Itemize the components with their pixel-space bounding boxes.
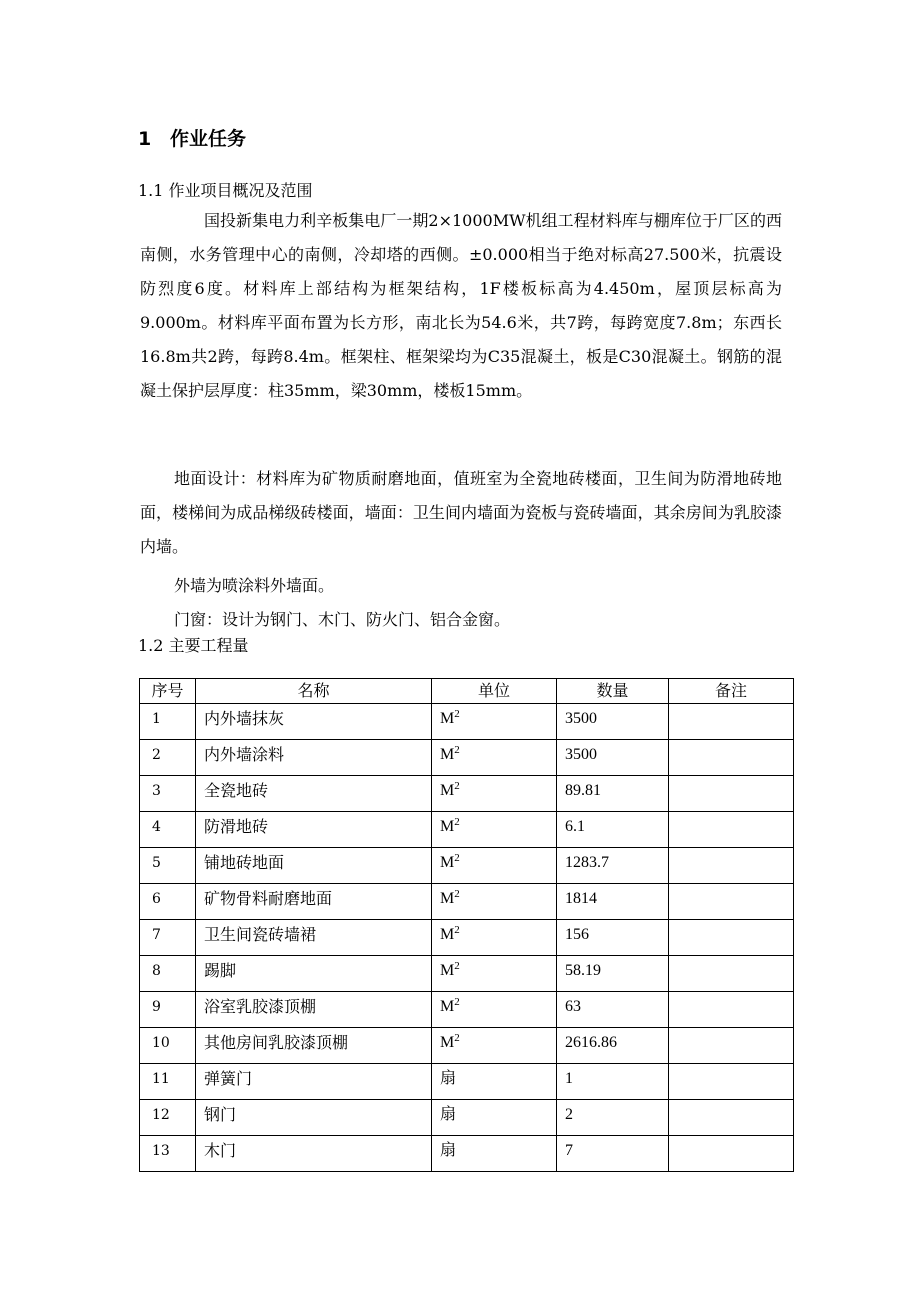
- row-quantity-cell: [557, 812, 669, 848]
- header-cell: 单位: [432, 679, 557, 704]
- row-unit-cell: [432, 884, 557, 920]
- table-row: [140, 812, 794, 848]
- table-row: [140, 704, 794, 740]
- row-quantity-cell-text: 3500: [565, 746, 597, 763]
- row-note-cell: [669, 1136, 794, 1172]
- row-unit-cell: [432, 1028, 557, 1064]
- floor-design-paragraph: 地面设计：材料库为矿物质耐磨地面，值班室为全瓷地砖楼面，卫生间为防滑地砖地面，楼梯间为成品梯级砖楼面，墙面：卫生间内墙面为瓷板与瓷砖墙面，其余房间为乳胶漆内墙。: [140, 469, 782, 556]
- row-name-cell-text: 踢脚: [204, 961, 237, 980]
- subsection-heading-1-1: [138, 178, 313, 201]
- row-number-cell: [140, 740, 196, 776]
- table-row: [140, 1100, 794, 1136]
- row-unit-cell-text: M: [440, 998, 455, 1015]
- row-unit-cell: [432, 1064, 557, 1100]
- unit-superscript: 2: [454, 852, 460, 864]
- row-quantity-cell: [557, 776, 669, 812]
- row-number-cell-text: 6: [152, 891, 161, 907]
- row-number-cell-text: 2: [152, 747, 161, 763]
- row-number-cell-text: 1: [152, 711, 161, 727]
- row-quantity-cell: [557, 920, 669, 956]
- unit-superscript: 2: [454, 708, 460, 720]
- row-quantity-cell-text: 7: [565, 1142, 573, 1159]
- row-name-cell-text: 防滑地砖: [204, 817, 269, 836]
- row-number-cell-text: 7: [152, 927, 161, 943]
- row-unit-cell: [432, 1136, 557, 1172]
- row-number-cell: [140, 812, 196, 848]
- overview-paragraph: 国投新集电力利辛板集电厂一期2×1000MW机组工程材料库与棚库位于厂区的西南侧，水务管理中心的南侧，冷却塔的西侧。±0.000相当于绝对标高27.500米，抗震设防烈度6度。材料库上部结构为框架结构，1F楼板标高为4.450m，屋顶层标高为9.000m。材料库平面布置为长方形，南北长为54.6米，共7跨，每跨宽度7.8m；东西长16.8m共2跨，每跨8.4m。框架柱、框架梁均为C35混凝土，板是C30混凝土。钢筋的混凝土保护层厚度：柱35mm，梁30mm，楼板15mm。: [140, 211, 782, 400]
- quantity-table: [139, 678, 794, 1172]
- row-unit-cell: [432, 920, 557, 956]
- row-name-cell-text: 铺地砖地面: [204, 853, 285, 872]
- row-quantity-cell-text: 6.1: [565, 818, 585, 835]
- row-quantity-cell-text: 1: [565, 1070, 573, 1087]
- row-quantity-cell: [557, 740, 669, 776]
- row-name-cell-text: 其他房间乳胶漆顶棚: [204, 1033, 349, 1052]
- row-number-cell: [140, 1136, 196, 1172]
- table-row: [140, 776, 794, 812]
- row-quantity-cell-text: 156: [565, 926, 589, 943]
- row-unit-cell: [432, 704, 557, 740]
- row-number-cell: [140, 776, 196, 812]
- unit-superscript: 2: [454, 1032, 460, 1044]
- row-quantity-cell-text: 3500: [565, 710, 597, 727]
- row-quantity-cell: [557, 1064, 669, 1100]
- table-row: [140, 848, 794, 884]
- row-number-cell-text: 8: [152, 963, 161, 979]
- row-unit-cell: [432, 1100, 557, 1136]
- table-row: [140, 884, 794, 920]
- row-name-cell: [196, 1100, 432, 1136]
- row-name-cell-text: 弹簧门: [204, 1069, 253, 1088]
- row-name-cell: [196, 920, 432, 956]
- row-quantity-cell: [557, 1028, 669, 1064]
- row-quantity-cell-text: 1283.7: [565, 854, 609, 871]
- row-number-cell-text: 11: [152, 1071, 170, 1087]
- row-quantity-cell-text: 58.19: [565, 962, 601, 979]
- subsection-title: 主要工程量: [168, 636, 249, 655]
- row-quantity-cell-text: 2: [565, 1106, 573, 1123]
- header-cell: 备注: [669, 679, 794, 704]
- row-number-cell: [140, 704, 196, 740]
- row-name-cell: [196, 1028, 432, 1064]
- row-name-cell: [196, 992, 432, 1028]
- row-name-cell-text: 浴室乳胶漆顶棚: [204, 997, 317, 1016]
- section-number: 1: [138, 128, 152, 150]
- row-number-cell-text: 4: [152, 819, 161, 835]
- row-name-cell-text: 木门: [204, 1141, 237, 1160]
- row-number-cell-text: 13: [152, 1143, 170, 1159]
- row-name-cell: [196, 812, 432, 848]
- row-note-cell: [669, 992, 794, 1028]
- table-row: [140, 956, 794, 992]
- row-number-cell: [140, 848, 196, 884]
- subsection-heading-1-2: [138, 633, 249, 656]
- row-quantity-cell-text: 1814: [565, 890, 597, 907]
- unit-superscript: 2: [454, 996, 460, 1008]
- row-note-cell: [669, 704, 794, 740]
- row-note-cell: [669, 1100, 794, 1136]
- subsection-number: 1.2: [138, 636, 164, 655]
- unit-superscript: 2: [454, 888, 460, 900]
- row-quantity-cell: [557, 884, 669, 920]
- section-heading: [138, 124, 246, 151]
- row-quantity-cell-text: 2616.86: [565, 1034, 617, 1051]
- section-title: 作业任务: [170, 128, 247, 150]
- table-row: [140, 1064, 794, 1100]
- row-name-cell-text: 钢门: [204, 1105, 237, 1124]
- row-number-cell: [140, 884, 196, 920]
- row-number-cell-text: 3: [152, 783, 161, 799]
- row-quantity-cell: [557, 1100, 669, 1136]
- row-note-cell: [669, 812, 794, 848]
- row-name-cell: [196, 740, 432, 776]
- table-row: [140, 740, 794, 776]
- row-unit-cell: [432, 848, 557, 884]
- header-cell: 数量: [557, 679, 669, 704]
- row-name-cell: [196, 776, 432, 812]
- row-unit-cell: [432, 812, 557, 848]
- header-cell: 名称: [196, 679, 432, 704]
- row-unit-cell-text: M: [440, 962, 455, 979]
- row-number-cell-text: 12: [152, 1107, 170, 1123]
- doors-windows-line: 门窗：设计为钢门、木门、防火门、铝合金窗。: [174, 610, 511, 629]
- subsection-number: 1.1: [138, 181, 164, 200]
- row-name-cell: [196, 704, 432, 740]
- row-name-cell: [196, 1136, 432, 1172]
- row-quantity-cell-text: 63: [565, 998, 581, 1015]
- table-row: [140, 920, 794, 956]
- unit-superscript: 2: [454, 816, 460, 828]
- unit-superscript: 2: [454, 924, 460, 936]
- exterior-wall-line: 外墙为喷涂料外墙面。: [174, 576, 335, 595]
- row-unit-cell: [432, 740, 557, 776]
- row-number-cell: [140, 956, 196, 992]
- row-number-cell: [140, 1100, 196, 1136]
- row-quantity-cell: [557, 992, 669, 1028]
- row-note-cell: [669, 956, 794, 992]
- row-unit-cell-text: M: [440, 926, 455, 943]
- row-unit-cell-text: M: [440, 818, 455, 835]
- row-unit-cell-text: M: [440, 746, 455, 763]
- table-header-row: [140, 679, 794, 704]
- row-number-cell-text: 9: [152, 999, 161, 1015]
- row-number-cell-text: 10: [152, 1035, 170, 1051]
- table-row: [140, 992, 794, 1028]
- row-note-cell: [669, 920, 794, 956]
- table-row: [140, 1028, 794, 1064]
- unit-superscript: 2: [454, 780, 460, 792]
- row-quantity-cell: [557, 956, 669, 992]
- row-unit-cell-text: 扇: [440, 1106, 457, 1123]
- unit-superscript: 2: [454, 960, 460, 972]
- row-name-cell-text: 矿物骨料耐磨地面: [204, 889, 333, 908]
- row-name-cell: [196, 1064, 432, 1100]
- row-unit-cell-text: 扇: [440, 1070, 457, 1087]
- row-unit-cell-text: 扇: [440, 1142, 457, 1159]
- table-row: [140, 1136, 794, 1172]
- row-name-cell-text: 全瓷地砖: [204, 781, 269, 800]
- table-body: [140, 704, 794, 1172]
- row-number-cell: [140, 920, 196, 956]
- row-quantity-cell: [557, 848, 669, 884]
- row-note-cell: [669, 848, 794, 884]
- row-name-cell-text: 内外墙涂料: [204, 745, 285, 764]
- row-unit-cell-text: M: [440, 890, 455, 907]
- row-unit-cell: [432, 992, 557, 1028]
- subsection-title: 作业项目概况及范围: [168, 181, 313, 200]
- unit-superscript: 2: [454, 744, 460, 756]
- row-name-cell-text: 卫生间瓷砖墙裙: [204, 925, 317, 944]
- row-number-cell: [140, 1028, 196, 1064]
- row-quantity-cell: [557, 1136, 669, 1172]
- row-quantity-cell: [557, 704, 669, 740]
- row-unit-cell: [432, 956, 557, 992]
- header-cell: 序号: [140, 679, 196, 704]
- row-unit-cell-text: M: [440, 782, 455, 799]
- row-name-cell-text: 内外墙抹灰: [204, 709, 285, 728]
- row-number-cell: [140, 1064, 196, 1100]
- row-unit-cell-text: M: [440, 1034, 455, 1051]
- row-note-cell: [669, 884, 794, 920]
- row-note-cell: [669, 740, 794, 776]
- row-note-cell: [669, 1064, 794, 1100]
- row-number-cell-text: 5: [152, 855, 161, 871]
- row-name-cell: [196, 956, 432, 992]
- row-unit-cell: [432, 776, 557, 812]
- row-number-cell: [140, 992, 196, 1028]
- row-unit-cell-text: M: [440, 710, 455, 727]
- row-name-cell: [196, 848, 432, 884]
- row-quantity-cell-text: 89.81: [565, 782, 601, 799]
- row-note-cell: [669, 1028, 794, 1064]
- row-note-cell: [669, 776, 794, 812]
- row-name-cell: [196, 884, 432, 920]
- row-unit-cell-text: M: [440, 854, 455, 871]
